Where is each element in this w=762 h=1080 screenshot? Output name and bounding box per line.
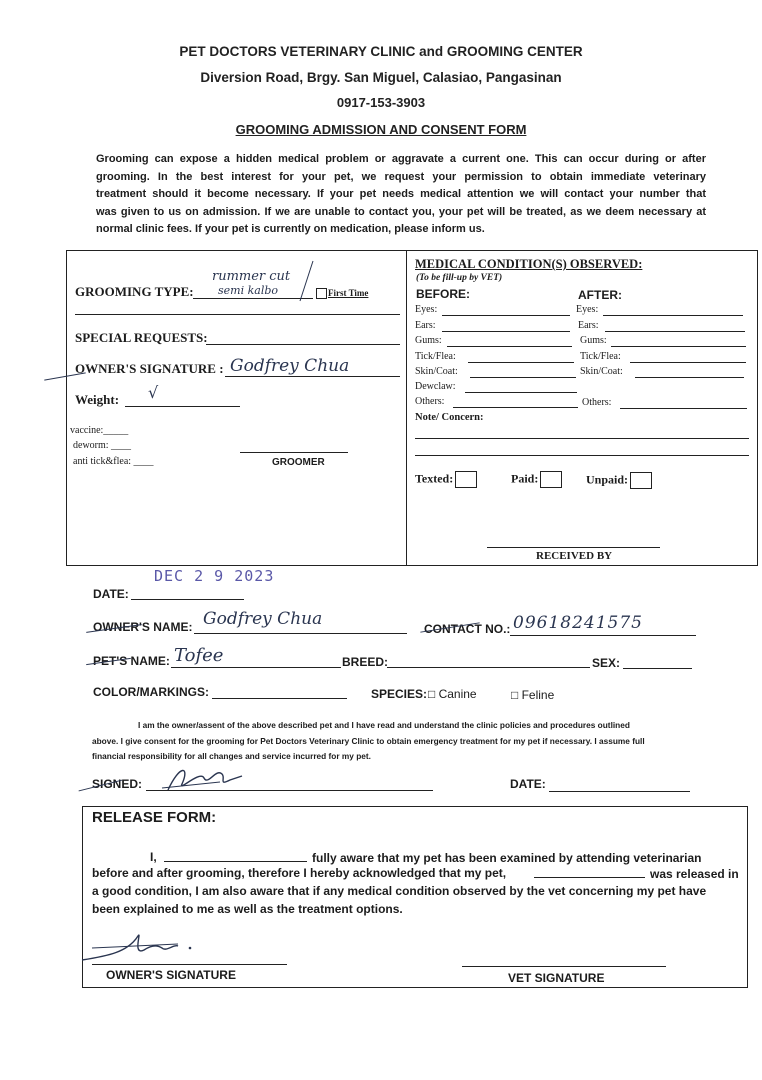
signed-label: SIGNED: [92, 777, 143, 791]
vet-signature-label: VET SIGNATURE [508, 971, 605, 985]
owner-signature-line[interactable] [225, 376, 400, 377]
sex-line[interactable] [623, 668, 692, 669]
paid-checkbox[interactable] [540, 471, 562, 488]
before-tick-line[interactable] [468, 362, 574, 363]
groomer-line[interactable] [240, 452, 348, 453]
release-line-1: fully aware that my pet has been examined by attending veterinarian [312, 851, 702, 865]
release-line-3: a good condition, I am also aware that if any medical condition observed by the vet concerning my pet have [92, 884, 707, 898]
intro-line: treatment should it become necessary. If your pet needs medical attention we will contact your number that [96, 188, 706, 200]
breed-label: BREED: [342, 655, 389, 669]
signed-date-line[interactable] [549, 791, 690, 792]
note-line-2[interactable] [415, 455, 749, 456]
received-by-line[interactable] [487, 547, 660, 548]
grooming-type-line-2[interactable] [75, 314, 400, 315]
consent-line: I am the owner/assent of the above described pet and I have read and understand the clinic policies and procedures outlined [138, 720, 630, 730]
first-time-label: First Time [328, 288, 369, 298]
feline-option[interactable]: □ Feline [511, 688, 555, 702]
before-dewclaw-label: Dewclaw: [415, 381, 456, 392]
consent-paragraph [92, 718, 702, 765]
before-dewclaw-line[interactable] [465, 392, 577, 393]
intro-line: was given to us on admission. If we are unable to contact you, your pet will be treated, as we deem necessary at [96, 205, 706, 218]
clinic-phone: 0917-153-3903 [336, 95, 426, 110]
owner-signature-label: OWNER'S SIGNATURE : [75, 361, 224, 376]
before-ears-line[interactable] [442, 331, 570, 332]
paid-label: Paid: [511, 471, 539, 486]
date-label: DATE: [93, 587, 129, 601]
release-i-label: I, [150, 850, 157, 864]
deworm-label: deworm: ____ [73, 440, 132, 451]
texted-checkbox[interactable] [455, 471, 477, 488]
release-line-4: been explained to me as well as the treatment options. [92, 902, 403, 916]
unpaid-checkbox[interactable] [630, 472, 652, 489]
signed-signature [160, 760, 250, 796]
after-label: AFTER: [578, 288, 622, 302]
note-label: Note/ Concern: [415, 412, 484, 423]
release-title: RELEASE FORM: [92, 809, 217, 826]
special-requests-label: SPECIAL REQUESTS: [75, 330, 208, 345]
before-eyes-label: Eyes: [415, 304, 438, 315]
weight-value: √ [148, 383, 159, 402]
contact-label: CONTACT NO.: [424, 622, 511, 636]
first-time-checkbox[interactable] [316, 288, 327, 299]
clinic-address: Diversion Road, Brgy. San Miguel, Calasiao, Pangasinan [200, 70, 562, 85]
pet-name-line[interactable] [171, 667, 341, 668]
before-ears-label: Ears: [415, 320, 436, 331]
intro-line: Grooming can expose a hidden medical problem or aggravate a current one. This can occur during or after [96, 153, 706, 165]
consent-line: above. I give consent for the grooming for Pet Doctors Veterinary Clinic to obtain emergency treatment for my pet if necessary. I assume full [92, 735, 645, 746]
special-requests-line[interactable] [206, 344, 400, 345]
consent-line: financial responsibility for all changes and service incurred for my pet. [92, 751, 371, 761]
medical-title: MEDICAL CONDITION(S) OBSERVED: [415, 257, 643, 271]
signed-date-label: DATE: [510, 777, 546, 791]
vet-signature-line[interactable] [462, 966, 666, 967]
grooming-type-line[interactable] [193, 298, 313, 299]
contact-value: 09618241575 [513, 613, 643, 633]
before-tick-label: Tick/Flea: [415, 351, 456, 362]
owner-name-line[interactable] [194, 633, 407, 634]
intro-paragraph [96, 151, 706, 239]
anti-tick-label: anti tick&flea: ____ [73, 456, 154, 467]
unpaid-label: Unpaid: [586, 472, 629, 487]
received-by-label: RECEIVED BY [536, 550, 613, 562]
grooming-type-label: GROOMING TYPE: [75, 284, 194, 299]
owner-name-label: OWNER'S NAME: [93, 620, 193, 634]
before-skin-line[interactable] [470, 377, 576, 378]
sex-label: SEX: [592, 656, 621, 670]
box-divider [406, 250, 407, 565]
weight-line[interactable] [125, 406, 240, 407]
release-line-2-suffix: was released in [650, 867, 739, 881]
after-skin-line[interactable] [635, 377, 744, 378]
color-label: COLOR/MARKINGS: [93, 685, 209, 699]
groomer-label: GROOMER [272, 457, 325, 468]
before-others-label: Others: [415, 396, 445, 407]
before-label: BEFORE: [416, 287, 470, 301]
vaccine-label: vaccine:_____ [70, 425, 129, 436]
owner-release-signature [78, 926, 198, 966]
date-line[interactable] [131, 599, 244, 600]
after-ears-line[interactable] [605, 331, 745, 332]
owner-release-signature-line[interactable] [92, 964, 287, 965]
intro-line: normal clinic fees. If your pet is currently on medication, please inform us. [96, 223, 485, 235]
weight-label: Weight: [75, 392, 120, 407]
grooming-type-value-2: semi kalbo [218, 284, 279, 297]
pet-name-value: Tofee [174, 645, 224, 666]
after-tick-line[interactable] [630, 362, 746, 363]
owner-signature-value: Godfrey Chua [230, 356, 350, 376]
medical-subtitle: (To be fill-up by VET) [416, 273, 503, 283]
note-line-1[interactable] [415, 438, 749, 439]
after-others-line[interactable] [620, 408, 747, 409]
unpaid-option[interactable] [586, 472, 652, 489]
date-stamp: DEC 2 9 2023 [154, 567, 275, 585]
grooming-type-value-1: rummer cut [212, 269, 291, 284]
before-eyes-line[interactable] [442, 315, 570, 316]
after-eyes-line[interactable] [603, 315, 743, 316]
after-eyes-label: Eyes: [576, 304, 599, 315]
canine-option[interactable]: □ Canine [428, 687, 477, 701]
texted-option[interactable] [415, 471, 477, 488]
texted-label: Texted: [415, 471, 454, 486]
release-name-line[interactable] [164, 861, 307, 862]
paid-option[interactable] [511, 471, 562, 488]
before-gums-line[interactable] [447, 346, 572, 347]
color-line[interactable] [212, 698, 347, 699]
after-skin-label: Skin/Coat: [580, 366, 623, 377]
after-others-label: Others: [582, 397, 612, 408]
after-tick-label: Tick/Flea: [580, 351, 621, 362]
after-gums-line[interactable] [611, 346, 746, 347]
owner-release-signature-label: OWNER'S SIGNATURE [106, 968, 236, 982]
intro-line: grooming. In the best interest for your pet, we request your permission to obtain immediate veterinary [96, 170, 706, 183]
first-time-option[interactable] [316, 288, 368, 299]
breed-line[interactable] [387, 667, 590, 668]
before-gums-label: Gums: [415, 335, 442, 346]
owner-name-value: Godfrey Chua [203, 609, 323, 629]
before-others-line[interactable] [453, 407, 578, 408]
species-label: SPECIES: [371, 687, 428, 701]
after-gums-label: Gums: [580, 335, 607, 346]
form-title: GROOMING ADMISSION AND CONSENT FORM [235, 122, 527, 137]
release-pet-line[interactable] [534, 877, 645, 878]
clinic-name: PET DOCTORS VETERINARY CLINIC and GROOMING CENTER [179, 44, 583, 59]
after-ears-label: Ears: [578, 320, 599, 331]
contact-line[interactable] [510, 635, 696, 636]
before-skin-label: Skin/Coat: [415, 366, 458, 377]
release-line-2: before and after grooming, therefore I hereby acknowledged that my pet, [92, 866, 507, 880]
pet-name-label: PET'S NAME: [93, 654, 170, 668]
